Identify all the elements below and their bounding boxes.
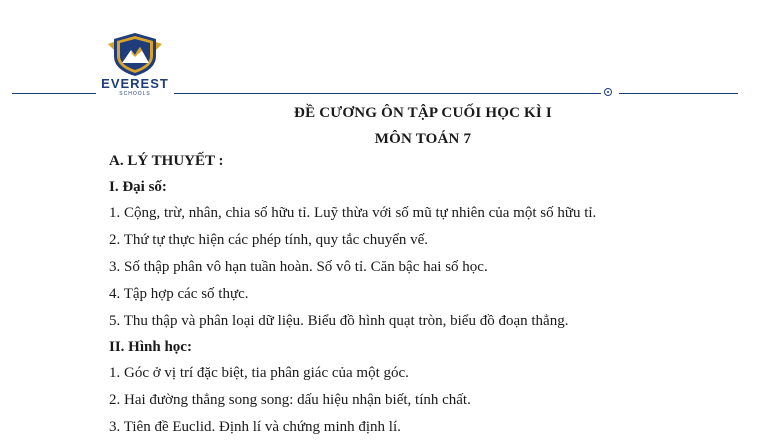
header-ring-ornament [604, 88, 612, 96]
list-item: 1. Cộng, trừ, nhân, chia số hữu tỉ. Luỹ thừa với số mũ tự nhiên của một số hữu tỉ. [109, 205, 597, 221]
logo-wordmark: EVEREST [101, 76, 169, 91]
part-2-heading: II. Hình học: [109, 339, 192, 355]
document-title: ĐỀ CƯƠNG ÔN TẬP CUỐI HỌC KÌ I [294, 105, 552, 121]
header-rule-left [12, 93, 96, 94]
list-item: 2. Thứ tự thực hiện các phép tính, quy tắc chuyển vế. [109, 232, 429, 248]
shield-emblem-icon [96, 30, 174, 78]
list-item: 2. Hai đường thẳng song song: dấu hiệu nhận biết, tính chất. [109, 392, 471, 408]
school-logo [96, 30, 174, 98]
list-item: 3. Số thập phân vô hạn tuần hoàn. Số vô tỉ. Căn bậc hai số học. [109, 259, 488, 275]
part-1-heading: I. Đại số: [109, 179, 167, 195]
section-a-heading: A. LÝ THUYẾT : [109, 153, 224, 169]
header-rule-right [174, 93, 601, 94]
list-item: 1. Góc ở vị trí đặc biệt, tia phân giác của một góc. [109, 365, 409, 381]
header-rule-far-right [619, 93, 738, 94]
list-item: 3. Tiên đề Euclid. Định lí và chứng minh định lí. [109, 419, 401, 435]
logo-subtitle: SCHOOLS [119, 91, 151, 97]
list-item: 4. Tập hợp các số thực. [109, 286, 249, 302]
document-subject: MÔN TOÁN 7 [374, 131, 472, 147]
list-item: 5. Thu thập và phân loại dữ liệu. Biểu đồ hình quạt tròn, biểu đồ đoạn thẳng. [109, 313, 569, 329]
